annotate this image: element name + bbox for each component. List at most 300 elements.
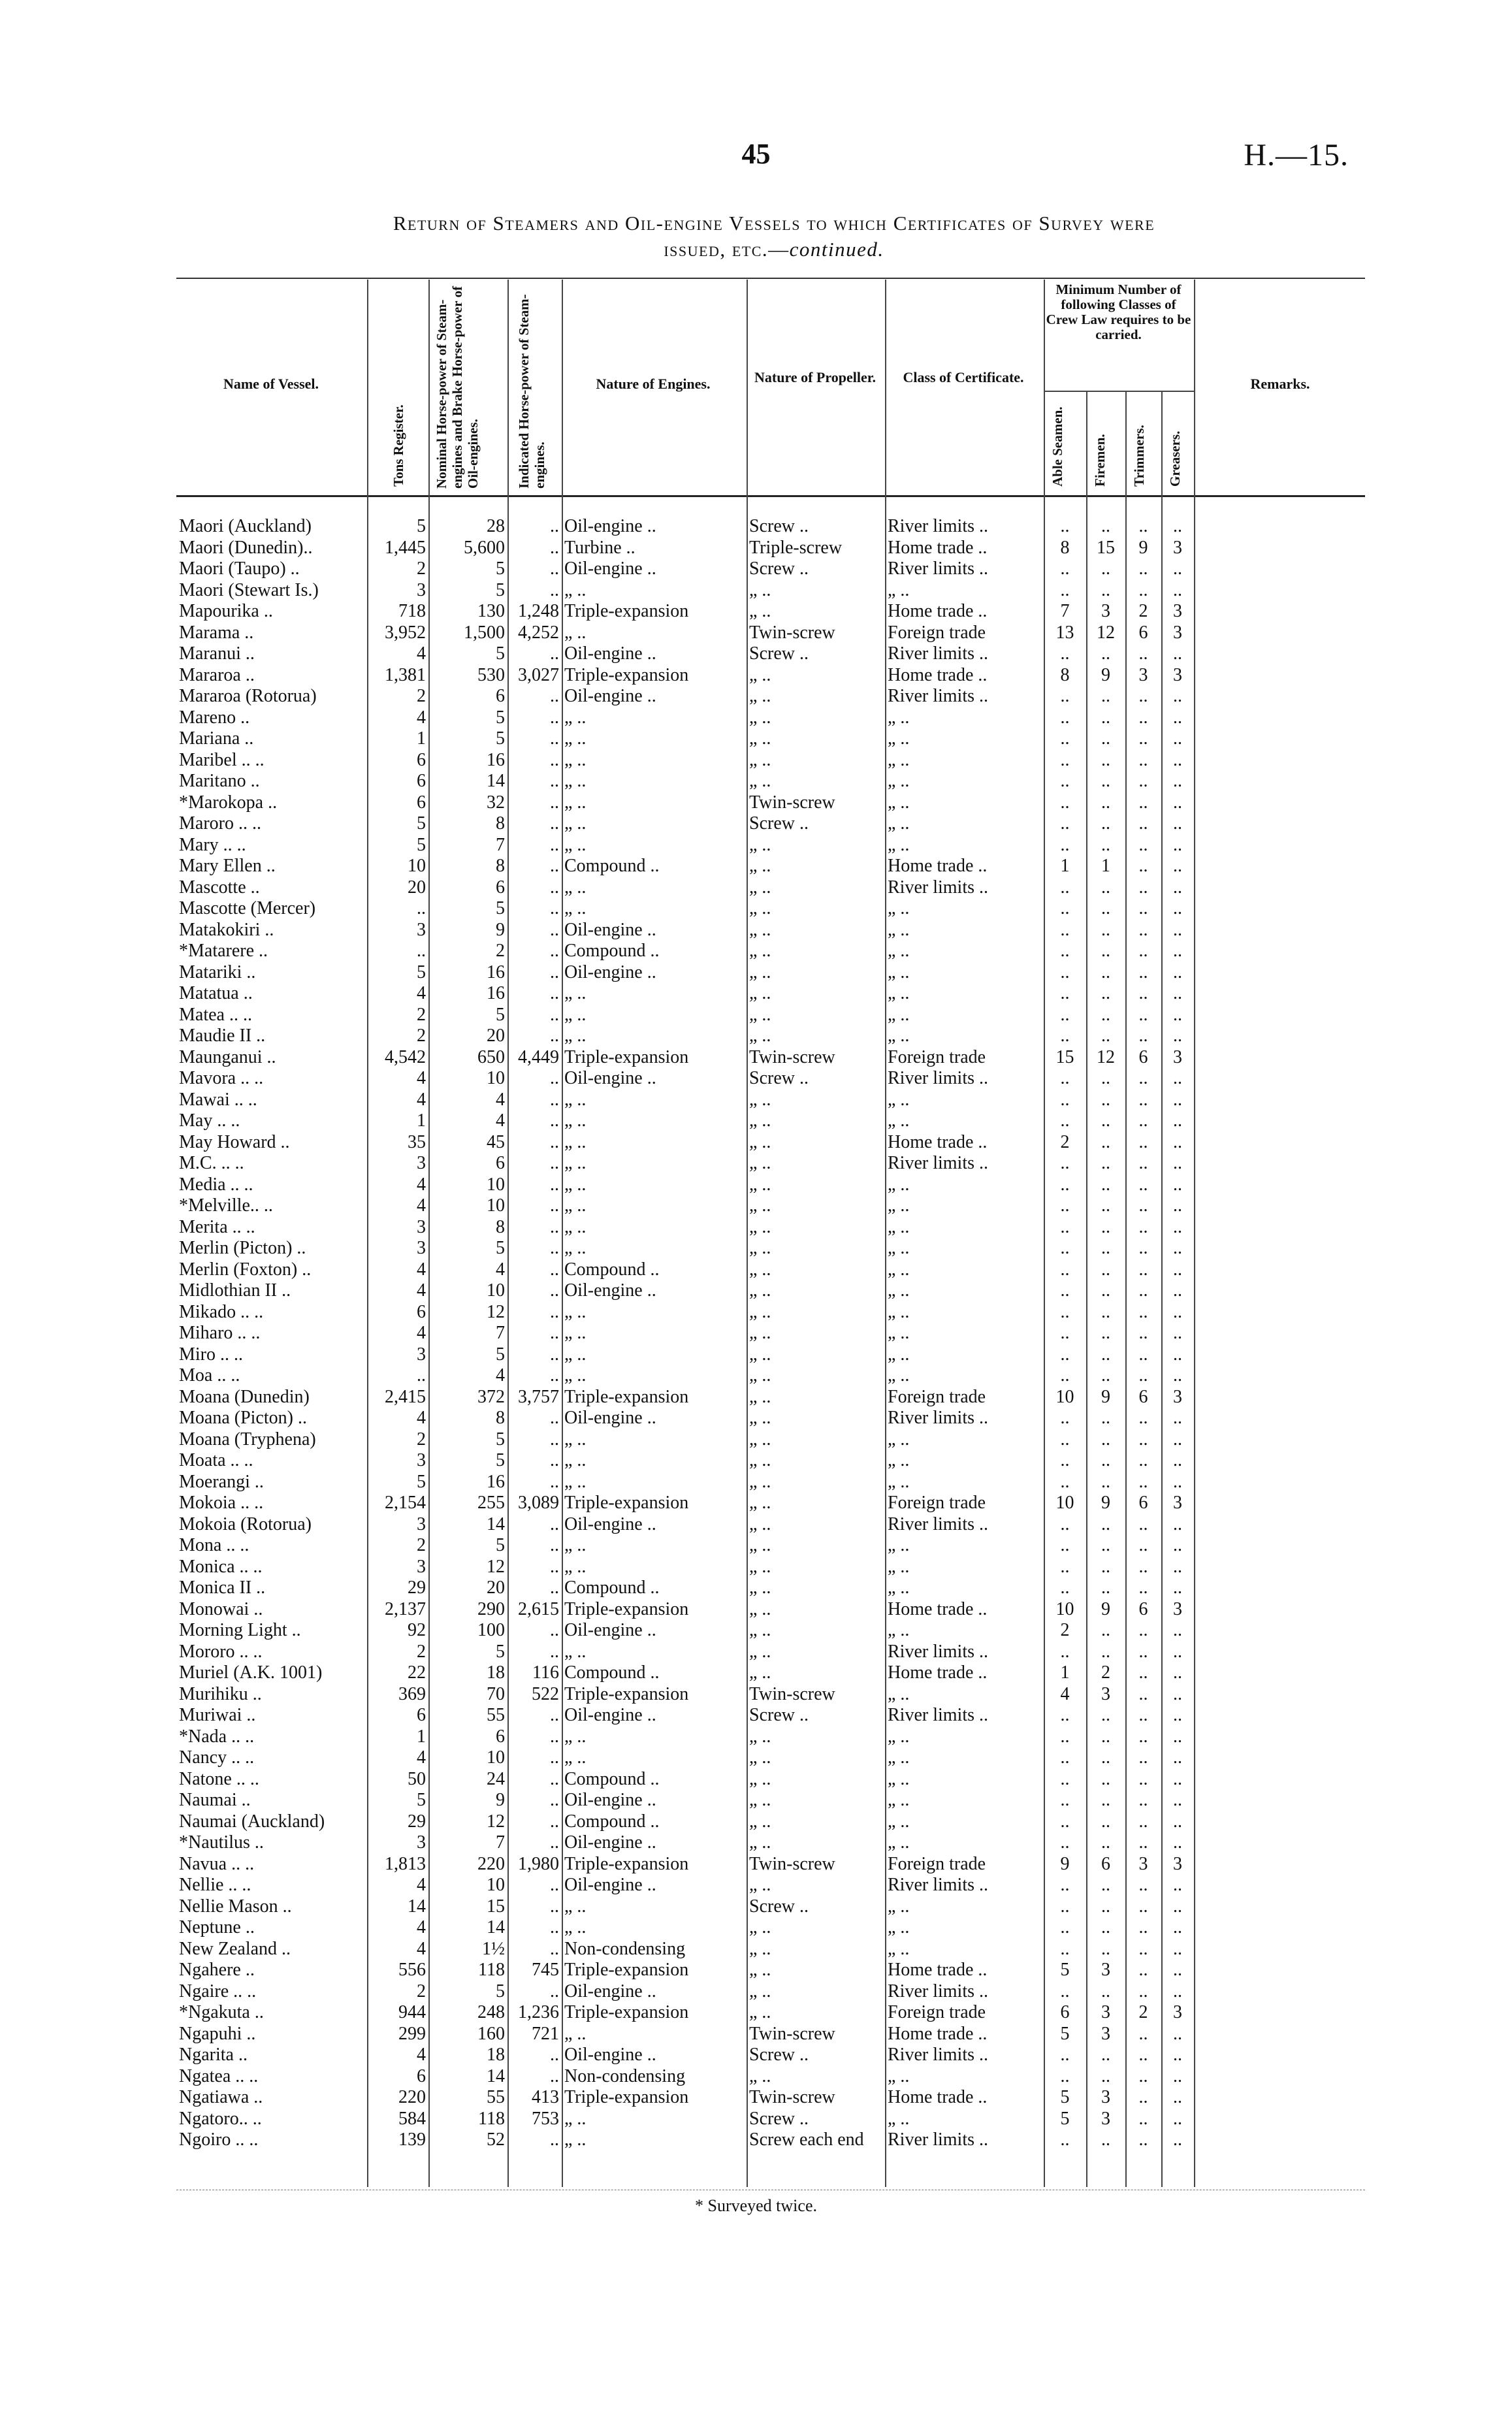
remarks-cell bbox=[1194, 1068, 1365, 1090]
header-top-rule bbox=[176, 278, 1365, 279]
trimmers-cell: 2 bbox=[1138, 2002, 1148, 2022]
engine-type-cell: Triple-expansion bbox=[564, 2087, 689, 2107]
vessel-name-cell: Ngaire .. .. bbox=[179, 1981, 257, 2001]
vessel-name-cell: Mary Ellen .. bbox=[179, 856, 276, 876]
vessel-name-cell: Mascotte (Mercer) bbox=[179, 898, 316, 918]
able-seamen-cell: .. bbox=[1060, 1705, 1070, 1725]
greasers-cell: .. bbox=[1173, 898, 1182, 918]
vessel-name-cell: Mary .. .. bbox=[179, 834, 246, 855]
tons-register-cell: 2 bbox=[417, 1429, 426, 1450]
tons-register-cell: 6 bbox=[417, 1301, 426, 1322]
trimmers-cell: 6 bbox=[1138, 1493, 1148, 1513]
nominal-hp-cell: 100 bbox=[477, 1620, 505, 1640]
trimmers-cell: .. bbox=[1138, 559, 1148, 579]
greasers-cell: .. bbox=[1173, 2066, 1182, 2086]
nominal-hp-cell: 6 bbox=[496, 1726, 505, 1747]
tons-register-cell: 1,813 bbox=[385, 1853, 426, 1874]
greasers-cell: .. bbox=[1173, 2130, 1182, 2150]
footnote: * Surveyed twice. bbox=[694, 2196, 817, 2215]
nominal-hp-cell: 55 bbox=[487, 2087, 505, 2107]
engine-type-cell: Triple-expansion bbox=[564, 1853, 689, 1874]
indicated-hp-cell: .. bbox=[550, 1153, 559, 1173]
remarks-cell bbox=[1194, 2024, 1365, 2045]
tons-register-cell: 5 bbox=[417, 962, 426, 982]
trimmers-cell: .. bbox=[1138, 792, 1148, 813]
indicated-hp-cell: .. bbox=[550, 877, 559, 898]
nominal-hp-cell: 2 bbox=[496, 941, 505, 961]
remarks-cell bbox=[1194, 898, 1365, 920]
greasers-cell: .. bbox=[1173, 1026, 1182, 1046]
engine-type-cell: „ .. bbox=[564, 749, 587, 770]
able-seamen-cell: .. bbox=[1060, 1641, 1070, 1662]
trimmers-cell: 6 bbox=[1138, 1386, 1148, 1407]
able-seamen-cell: .. bbox=[1060, 1747, 1070, 1768]
firemen-cell: 6 bbox=[1101, 1853, 1110, 1874]
indicated-hp-cell: .. bbox=[550, 1875, 559, 1895]
propeller-type-cell: „ .. bbox=[749, 728, 771, 749]
able-seamen-cell: 5 bbox=[1060, 2108, 1070, 2129]
greasers-cell: .. bbox=[1173, 1153, 1182, 1173]
engine-type-cell: Oil-engine .. bbox=[564, 1514, 656, 1534]
indicated-hp-cell: .. bbox=[550, 1811, 559, 1832]
title-line-2 bbox=[176, 236, 1372, 263]
tons-register-cell: 2 bbox=[417, 1004, 426, 1025]
trimmers-cell: .. bbox=[1138, 1790, 1148, 1810]
certificate-class-cell: „ .. bbox=[888, 1896, 910, 1917]
propeller-type-cell: „ .. bbox=[749, 1960, 771, 1980]
remarks-cell bbox=[1194, 1790, 1365, 1811]
vessel-name-cell: Neptune .. bbox=[179, 1917, 255, 1937]
firemen-cell: .. bbox=[1101, 1026, 1110, 1046]
vessel-name-cell: Nellie Mason .. bbox=[179, 1896, 292, 1917]
remarks-cell bbox=[1194, 983, 1365, 1005]
certificate-class-cell: „ .. bbox=[888, 1450, 910, 1470]
able-seamen-cell: .. bbox=[1060, 579, 1070, 600]
tons-register-cell: 584 bbox=[398, 2108, 426, 2129]
trimmers-cell: .. bbox=[1138, 941, 1148, 961]
title-line-1: Return of Steamers and Oil-engine Vessels to which Certificates of Survey were bbox=[393, 212, 1155, 235]
greasers-cell: 3 bbox=[1173, 1386, 1182, 1407]
greasers-cell: .. bbox=[1173, 1068, 1182, 1088]
propeller-type-cell: „ .. bbox=[749, 1726, 771, 1747]
trimmers-cell: .. bbox=[1138, 1556, 1148, 1577]
firemen-cell: .. bbox=[1101, 1280, 1110, 1301]
able-seamen-cell: .. bbox=[1060, 1811, 1070, 1832]
table-row bbox=[176, 1684, 1365, 1706]
engine-type-cell: „ .. bbox=[564, 1429, 587, 1450]
trimmers-cell: .. bbox=[1138, 707, 1148, 728]
engine-type-cell: Triple-expansion bbox=[564, 1046, 689, 1067]
trimmers-cell: .. bbox=[1138, 1026, 1148, 1046]
nominal-hp-cell: 70 bbox=[487, 1683, 505, 1704]
certificate-class-cell: „ .. bbox=[888, 1216, 910, 1237]
certificate-class-cell: „ .. bbox=[888, 1195, 910, 1216]
propeller-type-cell: Screw .. bbox=[749, 1068, 809, 1088]
indicated-hp-cell: .. bbox=[550, 983, 559, 1003]
vessel-name-cell: Mararoa (Rotorua) bbox=[179, 686, 317, 706]
vessel-name-cell: Ngatea .. .. bbox=[179, 2066, 259, 2086]
greasers-cell: 3 bbox=[1173, 1598, 1182, 1619]
vessel-name-cell: Maori (Stewart Is.) bbox=[179, 579, 319, 600]
indicated-hp-cell: .. bbox=[550, 1556, 559, 1577]
able-seamen-cell: .. bbox=[1060, 834, 1070, 855]
tons-register-cell: 50 bbox=[408, 1768, 426, 1789]
able-seamen-cell: .. bbox=[1060, 1153, 1070, 1173]
able-seamen-cell: 1 bbox=[1060, 1662, 1070, 1683]
remarks-cell bbox=[1194, 1344, 1365, 1366]
table-row bbox=[176, 1365, 1365, 1387]
trimmers-cell: .. bbox=[1138, 1238, 1148, 1258]
firemen-cell: .. bbox=[1101, 579, 1110, 600]
able-seamen-cell: .. bbox=[1060, 962, 1070, 982]
remarks-cell bbox=[1194, 623, 1365, 644]
firemen-cell: .. bbox=[1101, 1174, 1110, 1195]
table-row bbox=[176, 1280, 1365, 1302]
able-seamen-cell: .. bbox=[1060, 1026, 1070, 1046]
vessel-name-cell: Maranui .. bbox=[179, 643, 255, 664]
engine-type-cell: Compound .. bbox=[564, 941, 660, 961]
greasers-cell: .. bbox=[1173, 1131, 1182, 1152]
able-seamen-cell: .. bbox=[1060, 1917, 1070, 1937]
nominal-hp-cell: 10 bbox=[487, 1195, 505, 1216]
vessel-name-cell: May .. .. bbox=[179, 1110, 240, 1131]
indicated-hp-cell: .. bbox=[550, 1344, 559, 1365]
vessel-name-cell: Monica .. .. bbox=[179, 1556, 263, 1577]
engine-type-cell: Oil-engine .. bbox=[564, 1408, 656, 1428]
nominal-hp-cell: 5 bbox=[496, 559, 505, 579]
able-seamen-cell: 5 bbox=[1060, 2023, 1070, 2044]
propeller-type-cell: „ .. bbox=[749, 601, 771, 621]
indicated-hp-cell: .. bbox=[550, 1747, 559, 1768]
engine-type-cell: „ .. bbox=[564, 1641, 587, 1662]
greasers-cell: .. bbox=[1173, 1705, 1182, 1725]
greasers-cell: .. bbox=[1173, 516, 1182, 536]
certificate-class-cell: Home trade .. bbox=[888, 1960, 988, 1980]
able-seamen-cell: 6 bbox=[1060, 2002, 1070, 2022]
indicated-hp-cell: .. bbox=[550, 1917, 559, 1937]
propeller-type-cell: „ .. bbox=[749, 1917, 771, 1937]
able-seamen-cell: .. bbox=[1060, 1768, 1070, 1789]
certificate-class-cell: „ .. bbox=[888, 707, 910, 728]
trimmers-cell: .. bbox=[1138, 2108, 1148, 2129]
greasers-cell: .. bbox=[1173, 1620, 1182, 1640]
indicated-hp-cell: .. bbox=[550, 2130, 559, 2150]
vessel-name-cell: Navua .. .. bbox=[179, 1853, 255, 1874]
certificate-class-cell: Foreign trade bbox=[888, 2002, 986, 2022]
firemen-cell: .. bbox=[1101, 1938, 1110, 1959]
firemen-cell: .. bbox=[1101, 1875, 1110, 1895]
certificate-class-cell: „ .. bbox=[888, 813, 910, 834]
indicated-hp-cell: .. bbox=[550, 2045, 559, 2065]
firemen-cell: .. bbox=[1101, 1917, 1110, 1937]
tons-register-cell: 20 bbox=[408, 877, 426, 898]
nominal-hp-cell: 8 bbox=[496, 813, 505, 834]
propeller-type-cell: Screw .. bbox=[749, 1896, 809, 1917]
nominal-hp-cell: 12 bbox=[487, 1556, 505, 1577]
engine-type-cell: Triple-expansion bbox=[564, 1960, 689, 1980]
nominal-hp-cell: 5 bbox=[496, 707, 505, 728]
table-row bbox=[176, 877, 1365, 899]
certificate-class-cell: Home trade .. bbox=[888, 2087, 988, 2107]
remarks-cell bbox=[1194, 1514, 1365, 1536]
nominal-hp-cell: 45 bbox=[487, 1131, 505, 1152]
vessel-name-cell: New Zealand .. bbox=[179, 1938, 291, 1959]
trimmers-cell: .. bbox=[1138, 2066, 1148, 2086]
able-seamen-cell: .. bbox=[1060, 643, 1070, 664]
vessel-name-cell: Natone .. .. bbox=[179, 1768, 259, 1789]
propeller-type-cell: „ .. bbox=[749, 1408, 771, 1428]
table-row bbox=[176, 1514, 1365, 1536]
firemen-cell: .. bbox=[1101, 1344, 1110, 1365]
certificate-class-cell: River limits .. bbox=[888, 1514, 988, 1534]
vessel-name-cell: Maroro .. .. bbox=[179, 813, 261, 834]
indicated-hp-cell: .. bbox=[550, 1174, 559, 1195]
propeller-type-cell: „ .. bbox=[749, 1578, 771, 1598]
nominal-hp-cell: 5 bbox=[496, 1535, 505, 1555]
propeller-type-cell: „ .. bbox=[749, 941, 771, 961]
nominal-hp-cell: 14 bbox=[487, 771, 505, 791]
propeller-type-cell: „ .. bbox=[749, 1747, 771, 1768]
tons-register-cell: 3 bbox=[417, 1514, 426, 1534]
engine-type-cell: „ .. bbox=[564, 1556, 587, 1577]
engine-type-cell: Triple-expansion bbox=[564, 601, 689, 621]
tons-register-cell: 2,415 bbox=[385, 1386, 426, 1407]
tons-register-cell: 944 bbox=[398, 2002, 426, 2022]
firemen-cell: 3 bbox=[1101, 2108, 1110, 2129]
table-row bbox=[176, 1557, 1365, 1578]
firemen-cell: .. bbox=[1101, 643, 1110, 664]
engine-type-cell: „ .. bbox=[564, 1450, 587, 1470]
certificate-class-cell: „ .. bbox=[888, 1620, 910, 1640]
certificate-class-cell: „ .. bbox=[888, 983, 910, 1003]
vessel-name-cell: Maritano .. bbox=[179, 771, 260, 791]
propeller-type-cell: „ .. bbox=[749, 1429, 771, 1450]
propeller-type-cell: „ .. bbox=[749, 707, 771, 728]
table-row bbox=[176, 1174, 1365, 1196]
certificate-class-cell: „ .. bbox=[888, 1026, 910, 1046]
remarks-cell bbox=[1194, 1110, 1365, 1132]
certificate-class-cell: River limits .. bbox=[888, 2130, 988, 2150]
indicated-hp-cell: .. bbox=[550, 1768, 559, 1789]
table-row bbox=[176, 1769, 1365, 1790]
propeller-type-cell: „ .. bbox=[749, 1811, 771, 1832]
greasers-cell: 3 bbox=[1173, 1853, 1182, 1874]
trimmers-cell: 9 bbox=[1138, 537, 1148, 558]
tons-register-cell: 2 bbox=[417, 686, 426, 706]
able-seamen-cell: .. bbox=[1060, 1301, 1070, 1322]
able-seamen-cell: .. bbox=[1060, 1790, 1070, 1810]
propeller-type-cell: Screw .. bbox=[749, 2108, 809, 2129]
propeller-type-cell: „ .. bbox=[749, 1365, 771, 1385]
propeller-type-cell: „ .. bbox=[749, 1938, 771, 1959]
table-row bbox=[176, 1323, 1365, 1344]
firemen-cell: .. bbox=[1101, 941, 1110, 961]
greasers-cell: .. bbox=[1173, 1195, 1182, 1216]
greasers-cell: .. bbox=[1173, 1960, 1182, 1980]
trimmers-cell: .. bbox=[1138, 1280, 1148, 1301]
firemen-cell: .. bbox=[1101, 2066, 1110, 2086]
certificate-class-cell: Home trade .. bbox=[888, 601, 988, 621]
propeller-type-cell: „ .. bbox=[749, 1174, 771, 1195]
indicated-hp-cell: .. bbox=[550, 1238, 559, 1258]
certificate-class-cell: Home trade .. bbox=[888, 1598, 988, 1619]
nominal-hp-cell: 10 bbox=[487, 1068, 505, 1088]
certificate-class-cell: „ .. bbox=[888, 728, 910, 749]
vessel-name-cell: Murihiku .. bbox=[179, 1683, 262, 1704]
firemen-cell: .. bbox=[1101, 898, 1110, 918]
remarks-cell bbox=[1194, 1450, 1365, 1472]
table-row bbox=[176, 898, 1365, 920]
propeller-type-cell: „ .. bbox=[749, 1089, 771, 1110]
trimmers-cell: .. bbox=[1138, 1960, 1148, 1980]
firemen-cell: .. bbox=[1101, 1089, 1110, 1110]
remarks-cell bbox=[1194, 538, 1365, 559]
firemen-cell: .. bbox=[1101, 1535, 1110, 1555]
engine-type-cell: Oil-engine .. bbox=[564, 643, 656, 664]
propeller-type-cell: „ .. bbox=[749, 1875, 771, 1895]
indicated-hp-cell: 1,236 bbox=[518, 2002, 559, 2022]
remarks-cell bbox=[1194, 728, 1365, 750]
certificate-class-cell: River limits .. bbox=[888, 686, 988, 706]
table-row bbox=[176, 1599, 1365, 1621]
engine-type-cell: „ .. bbox=[564, 707, 587, 728]
table-row bbox=[176, 962, 1365, 984]
header-tons-register: Tons Register. bbox=[391, 404, 406, 487]
firemen-cell: 3 bbox=[1101, 2002, 1110, 2022]
certificate-class-cell: „ .. bbox=[888, 1174, 910, 1195]
tons-register-cell: 35 bbox=[408, 1131, 426, 1152]
able-seamen-cell: 15 bbox=[1055, 1046, 1074, 1067]
firemen-cell: .. bbox=[1101, 1323, 1110, 1343]
indicated-hp-cell: .. bbox=[550, 1514, 559, 1534]
remarks-cell bbox=[1194, 1047, 1365, 1069]
indicated-hp-cell: .. bbox=[550, 1938, 559, 1959]
vessel-name-cell: Moana (Picton) .. bbox=[179, 1408, 307, 1428]
nominal-hp-cell: 15 bbox=[487, 1896, 505, 1917]
able-seamen-cell: .. bbox=[1060, 813, 1070, 834]
able-seamen-cell: 10 bbox=[1055, 1386, 1074, 1407]
vessel-name-cell: Matakokiri .. bbox=[179, 919, 274, 940]
engine-type-cell: „ .. bbox=[564, 1471, 587, 1492]
table-row bbox=[176, 983, 1365, 1005]
indicated-hp-cell: .. bbox=[550, 1195, 559, 1216]
nominal-hp-cell: 5 bbox=[496, 1429, 505, 1450]
nominal-hp-cell: 6 bbox=[496, 686, 505, 706]
table-row bbox=[176, 1790, 1365, 1811]
indicated-hp-cell: .. bbox=[550, 1408, 559, 1428]
indicated-hp-cell: .. bbox=[550, 856, 559, 876]
trimmers-cell: .. bbox=[1138, 771, 1148, 791]
remarks-cell bbox=[1194, 707, 1365, 729]
firemen-cell: .. bbox=[1101, 559, 1110, 579]
tons-register-cell: 3 bbox=[417, 1344, 426, 1365]
nominal-hp-cell: 5 bbox=[496, 579, 505, 600]
header-class-certificate: Class of Certificate. bbox=[903, 369, 1024, 385]
table-row bbox=[176, 2109, 1365, 2130]
able-seamen-cell: .. bbox=[1060, 2045, 1070, 2065]
firemen-cell: .. bbox=[1101, 1259, 1110, 1280]
table-row bbox=[176, 856, 1365, 877]
header-able-seamen: Able Seamen. bbox=[1050, 406, 1065, 487]
able-seamen-cell: .. bbox=[1060, 1450, 1070, 1470]
indicated-hp-cell: .. bbox=[550, 643, 559, 664]
nominal-hp-cell: 18 bbox=[487, 2045, 505, 2065]
firemen-cell: .. bbox=[1101, 983, 1110, 1003]
able-seamen-cell: .. bbox=[1060, 1280, 1070, 1301]
remarks-cell bbox=[1194, 580, 1365, 602]
indicated-hp-cell: .. bbox=[550, 1641, 559, 1662]
remarks-cell bbox=[1194, 962, 1365, 984]
firemen-cell: .. bbox=[1101, 1620, 1110, 1640]
propeller-type-cell: „ .. bbox=[749, 1514, 771, 1534]
greasers-cell: .. bbox=[1173, 1344, 1182, 1365]
greasers-cell: .. bbox=[1173, 983, 1182, 1003]
indicated-hp-cell: 753 bbox=[532, 2108, 559, 2129]
tons-register-cell: 4 bbox=[417, 1875, 426, 1895]
greasers-cell: .. bbox=[1173, 1089, 1182, 1110]
tons-register-cell: 1,381 bbox=[385, 664, 426, 685]
certificate-class-cell: „ .. bbox=[888, 1726, 910, 1747]
nominal-hp-cell: 8 bbox=[496, 1216, 505, 1237]
firemen-cell: .. bbox=[1101, 1514, 1110, 1534]
certificate-class-cell: River limits .. bbox=[888, 2045, 988, 2065]
tons-register-cell: 5 bbox=[417, 1471, 426, 1492]
tons-register-cell: 14 bbox=[408, 1896, 426, 1917]
nominal-hp-cell: 20 bbox=[487, 1578, 505, 1598]
title-line-2-text: issued, etc.— bbox=[664, 238, 790, 261]
greasers-cell: .. bbox=[1173, 1747, 1182, 1768]
table-row bbox=[176, 516, 1365, 538]
engine-type-cell: Compound .. bbox=[564, 1768, 660, 1789]
certificate-class-cell: Home trade .. bbox=[888, 1662, 988, 1683]
indicated-hp-cell: .. bbox=[550, 1068, 559, 1088]
firemen-cell: .. bbox=[1101, 919, 1110, 940]
certificate-class-cell: „ .. bbox=[888, 1280, 910, 1301]
table-row bbox=[176, 2002, 1365, 2024]
header-remarks: Remarks. bbox=[1250, 376, 1310, 392]
able-seamen-cell: .. bbox=[1060, 686, 1070, 706]
greasers-cell: .. bbox=[1173, 1683, 1182, 1704]
able-seamen-cell: .. bbox=[1060, 898, 1070, 918]
vessel-name-cell: *Melville.. .. bbox=[179, 1195, 273, 1216]
remarks-cell bbox=[1194, 1132, 1365, 1154]
remarks-cell bbox=[1194, 1408, 1365, 1429]
indicated-hp-cell: .. bbox=[550, 559, 559, 579]
engine-type-cell: Oil-engine .. bbox=[564, 1280, 656, 1301]
able-seamen-cell: .. bbox=[1060, 1259, 1070, 1280]
table-row bbox=[176, 665, 1365, 687]
remarks-cell bbox=[1194, 1387, 1365, 1408]
engine-type-cell: Turbine .. bbox=[564, 537, 635, 558]
tons-register-cell: 92 bbox=[408, 1620, 426, 1640]
indicated-hp-cell: .. bbox=[550, 1089, 559, 1110]
trimmers-cell: .. bbox=[1138, 1195, 1148, 1216]
propeller-type-cell: „ .. bbox=[749, 1535, 771, 1555]
table-row bbox=[176, 686, 1365, 707]
indicated-hp-cell: .. bbox=[550, 1323, 559, 1343]
trimmers-cell: .. bbox=[1138, 1004, 1148, 1025]
tons-register-cell: 6 bbox=[417, 2066, 426, 2086]
tons-register-cell: 4 bbox=[417, 1089, 426, 1110]
firemen-cell: .. bbox=[1101, 749, 1110, 770]
nominal-hp-cell: 5 bbox=[496, 1344, 505, 1365]
table-row bbox=[176, 1005, 1365, 1026]
remarks-cell bbox=[1194, 1174, 1365, 1196]
trimmers-cell: .. bbox=[1138, 1365, 1148, 1385]
firemen-cell: 3 bbox=[1101, 1960, 1110, 1980]
greasers-cell: 3 bbox=[1173, 601, 1182, 621]
engine-type-cell: Oil-engine .. bbox=[564, 1875, 656, 1895]
